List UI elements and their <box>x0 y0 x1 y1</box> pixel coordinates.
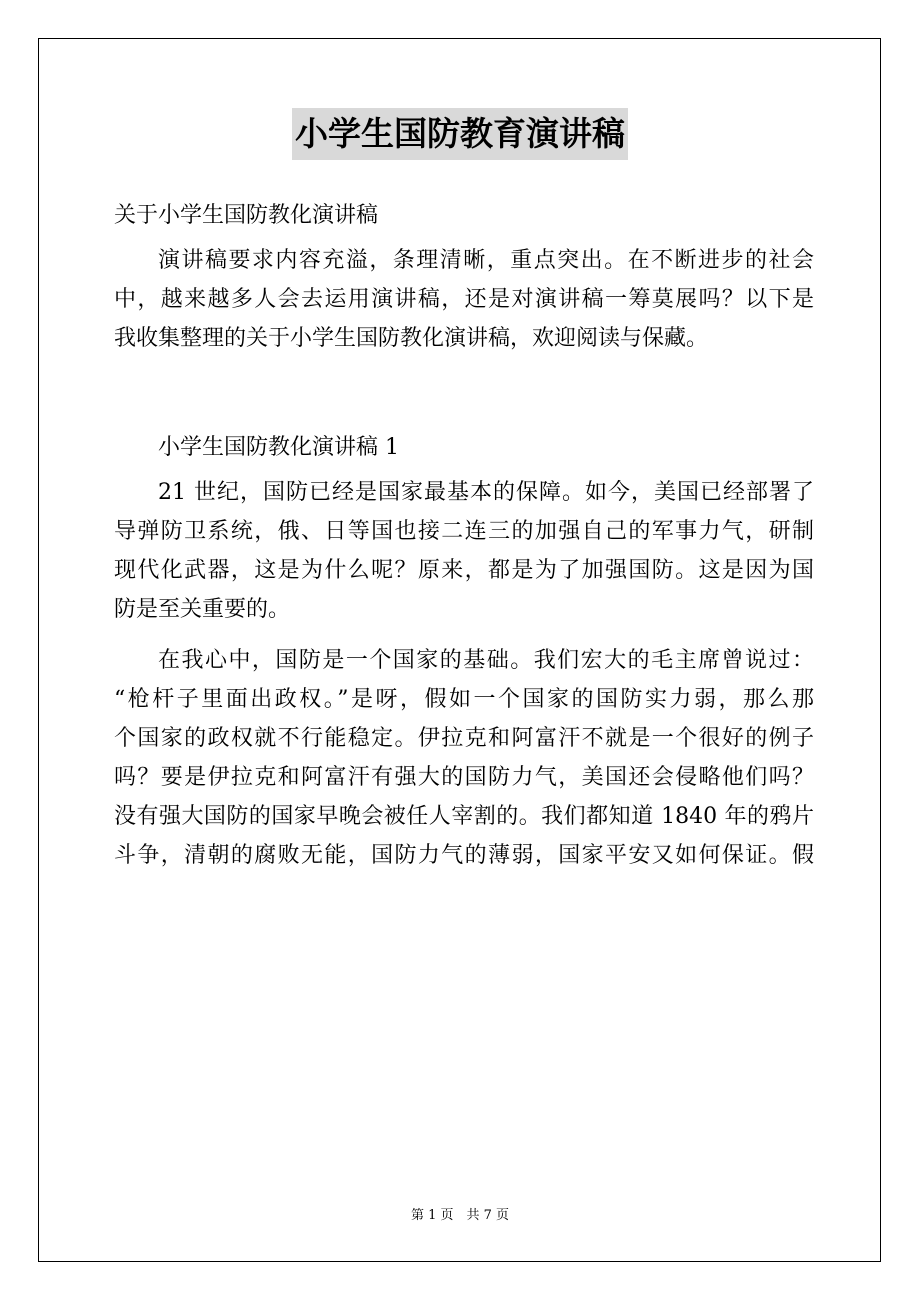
text-line: 现代化武器，这是为什么呢？原来，都是为了加强国防。这是因为国 <box>114 558 814 583</box>
text-line: 演讲稿要求内容充溢，条理清晰，重点突出。在不断进步的社会 <box>158 248 814 273</box>
document-body <box>114 196 814 881</box>
text-line: 我收集整理的关于小学生国防教化演讲稿，欢迎阅读与保藏。 <box>114 326 709 351</box>
text-line: 21 世纪，国防已经是国家最基本的保障。如今，美国已经部署了 <box>158 480 814 505</box>
section-heading: 小学生国防教化演讲稿 1 <box>158 435 399 460</box>
paragraph-2 <box>114 641 814 875</box>
document-title: 小学生国防教育演讲稿 <box>292 108 628 160</box>
document-subtitle: 关于小学生国防教化演讲稿 <box>114 203 379 228</box>
text-line: “枪杆子里面出政权。”是呀，假如一个国家的国防实力弱，那么那 <box>114 687 814 712</box>
page-footer: 第 1 页 共 7 页 <box>410 1208 510 1223</box>
title-container <box>0 108 920 160</box>
intro-paragraph <box>114 241 814 358</box>
text-line: 在我心中，国防是一个国家的基础。我们宏大的毛主席曾说过： <box>158 648 814 673</box>
text-line: 个国家的政权就不行能稳定。伊拉克和阿富汗不就是一个很好的例子 <box>114 726 814 751</box>
text-line: 吗？要是伊拉克和阿富汗有强大的国防力气，美国还会侵略他们吗？ <box>114 765 814 790</box>
paragraph-1 <box>114 473 814 629</box>
text-line: 防是至关重要的。 <box>114 597 291 622</box>
text-line: 中，越来越多人会去运用演讲稿，还是对演讲稿一筹莫展吗？以下是 <box>114 287 814 312</box>
text-line: 导弹防卫系统，俄、日等国也接二连三的加强自己的军事力气，研制 <box>114 519 814 544</box>
text-line: 斗争，清朝的腐败无能，国防力气的薄弱，国家平安又如何保证。假 <box>114 843 814 868</box>
blank-space <box>114 364 814 428</box>
text-line: 没有强大国防的国家早晚会被任人宰割的。我们都知道 1840 年的鸦片 <box>114 804 814 829</box>
